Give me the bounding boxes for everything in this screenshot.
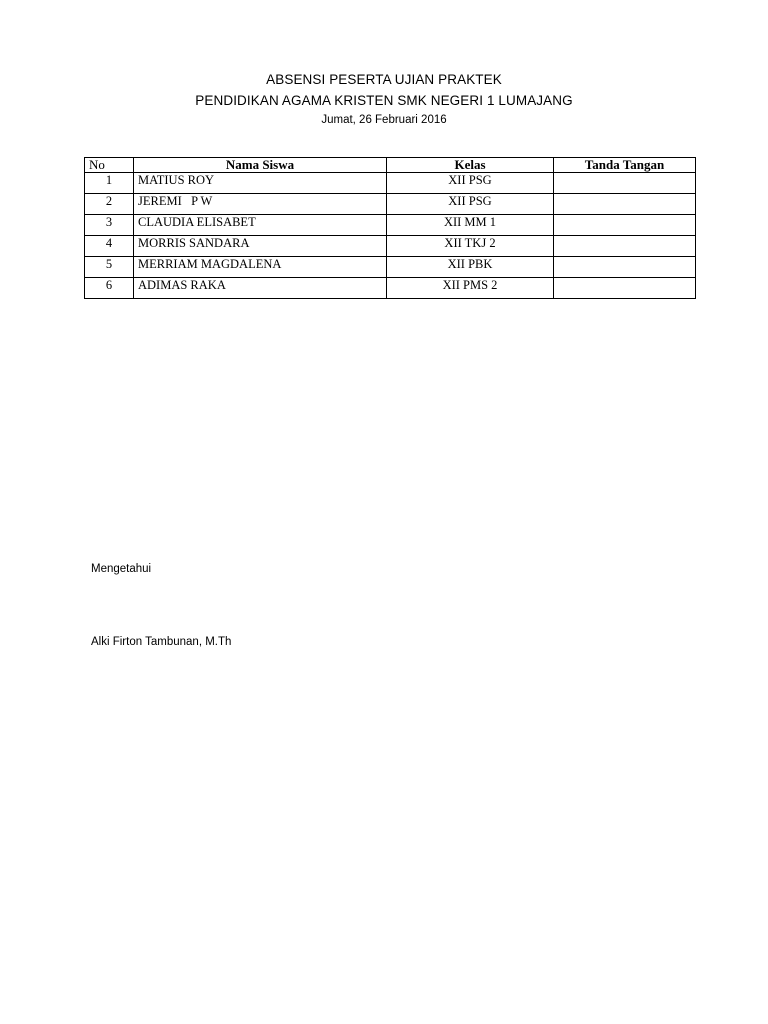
table-row [85,173,696,194]
table-row [85,194,696,215]
student-class: XII PSG [387,194,554,215]
student-name: JEREMI P W [134,194,387,215]
attendance-table [84,157,696,299]
signature-cell [554,194,696,215]
student-class: XII PBK [387,257,554,278]
table-row [85,215,696,236]
signature-cell [554,257,696,278]
table-row [85,236,696,257]
document-subtitle: PENDIDIKAN AGAMA KRISTEN SMK NEGERI 1 LUMAJANG [195,93,573,108]
document-date: Jumat, 26 Februari 2016 [321,114,447,126]
signature-cell [554,215,696,236]
signature-cell [554,173,696,194]
student-class: XII MM 1 [387,215,554,236]
table-row [85,278,696,299]
student-class: XII TKJ 2 [387,236,554,257]
column-header-signature: Tanda Tangan [554,158,696,173]
column-header-name: Nama Siswa [134,158,387,173]
acknowledged-label: Mengetahui [91,563,152,575]
row-number: 3 [85,215,134,236]
signature-cell [554,278,696,299]
table-header-row [85,158,696,173]
document-title: ABSENSI PESERTA UJIAN PRAKTEK [266,72,502,87]
signature-cell [554,236,696,257]
student-class: XII PSG [387,173,554,194]
student-name: MORRIS SANDARA [134,236,387,257]
student-class: XII PMS 2 [387,278,554,299]
student-name: MATIUS ROY [134,173,387,194]
column-header-no: No [85,158,134,173]
student-name: CLAUDIA ELISABET [134,215,387,236]
row-number: 5 [85,257,134,278]
row-number: 4 [85,236,134,257]
row-number: 2 [85,194,134,215]
student-name: ADIMAS RAKA [134,278,387,299]
student-name: MERRIAM MAGDALENA [134,257,387,278]
row-number: 1 [85,173,134,194]
table-row [85,257,696,278]
row-number: 6 [85,278,134,299]
signer-name: Alki Firton Tambunan, M.Th [91,636,232,648]
column-header-kelas: Kelas [387,158,554,173]
